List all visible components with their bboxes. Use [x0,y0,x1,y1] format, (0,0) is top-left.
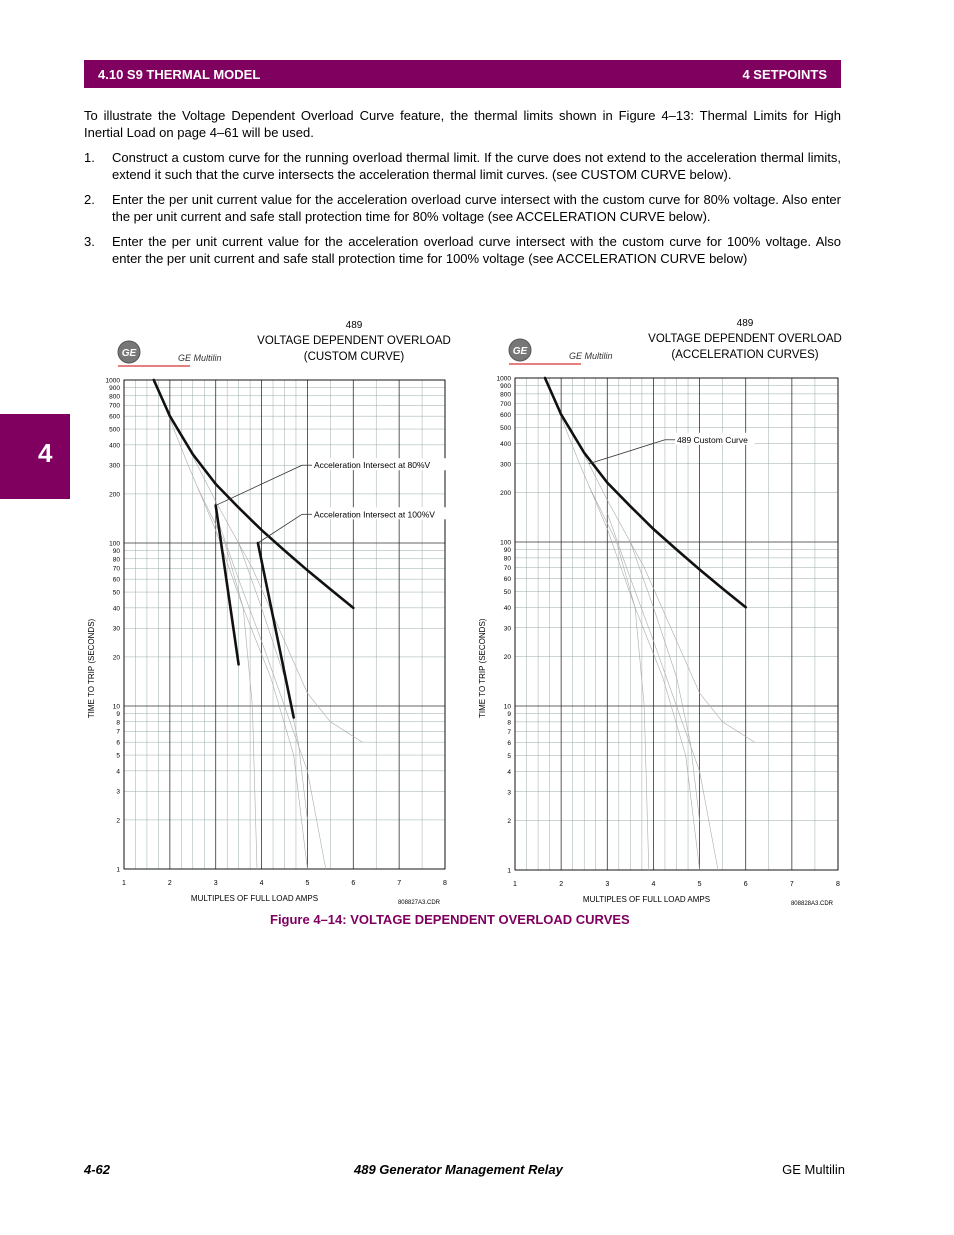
section-title: 4.10 S9 THERMAL MODEL [98,67,261,82]
y-tick-label: 40 [503,604,511,612]
y-tick-label: 900 [500,383,511,391]
y-tick-label: 6 [507,739,511,747]
x-axis-label: MULTIPLES OF FULL LOAD AMPS [190,894,319,903]
y-tick-label: 20 [112,654,120,662]
y-tick-label: 1000 [105,377,120,385]
y-tick-label: 1 [116,866,120,874]
y-tick-label: 80 [503,555,511,563]
figure-caption: Figure 4–14: VOLTAGE DEPENDENT OVERLOAD CURVES [270,912,630,927]
y-tick-label: 8 [116,719,120,727]
intro-paragraph: To illustrate the Voltage Dependent Overload Curve feature, the thermal limits shown in Figure 4–13: Thermal Limits for High Inertial Load on page 4–61 will be used. [84,108,841,140]
chart-subtitle: (ACCELERATION CURVES) [671,349,819,361]
chapter-title: 4 SETPOINTS [742,67,827,82]
x-tick-label: 8 [443,880,447,887]
list-number: 1. [84,150,95,165]
company-name: GE Multilin [782,1162,845,1177]
y-tick-label: 800 [500,391,511,399]
list-number: 3. [84,234,95,249]
list-text: Enter the per unit current value for the acceleration overload curve intersect with the custom curve for 80% voltage. Also enter the per unit current and safe stall protection time for 80% voltage (see ACCELERATION CURVE below). [112,192,841,224]
y-tick-label: 3 [507,789,511,797]
y-tick-label: 10 [112,703,120,711]
y-tick-label: 5 [507,752,511,760]
y-tick-label: 400 [500,440,511,448]
y-tick-label: 400 [109,442,120,450]
x-tick-label: 2 [167,880,172,887]
list-item [84,149,841,183]
y-tick-label: 70 [112,565,120,573]
thermal-limit-curve [607,513,718,870]
list-text: Construct a custom curve for the running overload thermal limit. If the curve does not extend to the acceleration thermal limits, extend it such that the curve intersects the acceleration thermal limit curves. (see CUSTOM CURVE below). [112,150,841,182]
y-tick-label: 6 [116,739,120,747]
x-tick-label: 6 [351,880,356,887]
x-tick-label: 6 [743,881,748,888]
x-tick-label: 8 [836,881,840,888]
y-tick-label: 2 [507,818,511,826]
chapter-tab [0,414,70,499]
chart-title: 489 [736,318,754,329]
y-tick-label: 200 [109,491,120,499]
y-tick-label: 60 [503,575,511,583]
x-tick-label: 7 [789,881,794,888]
chapter-number: 4 [38,438,53,468]
y-tick-label: 600 [500,411,511,419]
y-tick-label: 600 [109,413,120,421]
chart-subtitle: VOLTAGE DEPENDENT OVERLOAD [257,335,451,347]
chart-subtitle: VOLTAGE DEPENDENT OVERLOAD [648,333,842,345]
y-tick-label: 9 [507,711,511,719]
x-tick-label: 3 [213,880,218,887]
x-tick-label: 1 [122,880,126,887]
drawing-id: 808827A3.CDR [397,900,440,906]
figure-voltage-dependent-overload [80,315,860,915]
annotation-label: Acceleration Intersect at 80%V [314,460,431,471]
logo-text: GE Multilin [178,353,222,363]
x-tick-label: 4 [651,881,656,888]
thermal-limit-curve [570,427,755,742]
manual-title: 489 Generator Management Relay [354,1162,563,1177]
y-tick-label: 4 [116,768,120,776]
x-tick-label: 3 [605,881,610,888]
y-tick-label: 300 [109,462,120,470]
y-tick-label: 50 [503,588,511,596]
x-tick-label: 7 [397,880,402,887]
y-tick-label: 90 [112,547,120,555]
body-text [84,107,841,275]
acceleration-curve-line [258,543,294,718]
y-tick-label: 100 [109,540,120,548]
list-text: Enter the per unit current value for the acceleration overload curve intersect with the custom curve for 100% voltage. Also enter the per unit current and safe stall protection time for 100% voltage (see ACCELERATION CURVE below) [112,234,841,266]
ge-logo-mark: GE [121,348,137,359]
logo-text: GE Multilin [569,351,613,361]
annotation-label: Acceleration Intersect at 100%V [314,509,435,520]
annotation-leader [258,514,302,543]
thermal-limit-curve [552,394,700,870]
x-tick-label: 4 [259,880,264,887]
y-tick-label: 4 [507,768,511,776]
chart-title: 489 [345,320,363,331]
thermal-limit-curve [179,429,363,742]
ge-logo-mark: GE [512,346,528,357]
y-axis-label: TIME TO TRIP (SECONDS) [87,618,96,719]
y-tick-label: 500 [500,424,511,432]
y-tick-label: 1 [507,867,511,875]
y-axis-label: TIME TO TRIP (SECONDS) [478,618,487,718]
y-tick-label: 3 [116,788,120,796]
y-tick-label: 90 [503,547,511,555]
y-tick-label: 9 [116,710,120,718]
list-item [84,191,841,225]
y-tick-label: 900 [109,384,120,392]
y-tick-label: 700 [109,402,120,410]
chart-panel [478,318,842,907]
chart-subtitle: (CUSTOM CURVE) [303,351,405,363]
annotation-label: 489 Custom Curve [677,434,748,445]
x-tick-label: 5 [697,881,702,888]
y-tick-label: 70 [503,564,511,572]
x-tick-label: 2 [559,881,564,888]
y-tick-label: 1000 [496,375,511,383]
x-tick-label: 1 [513,881,517,888]
x-axis-label: MULTIPLES OF FULL LOAD AMPS [582,895,711,904]
drawing-id: 808828A3.CDR [790,901,833,907]
y-tick-label: 7 [507,728,511,736]
section-header-bar [84,60,841,88]
thermal-limit-curve [216,514,326,869]
y-tick-label: 500 [109,426,120,434]
y-tick-label: 60 [112,576,120,584]
y-tick-label: 8 [507,719,511,727]
y-tick-label: 50 [112,589,120,597]
y-tick-label: 100 [500,539,511,547]
x-tick-label: 5 [305,880,310,887]
list-number: 2. [84,192,95,207]
y-tick-label: 5 [116,752,120,760]
y-tick-label: 40 [112,605,120,613]
page-number: 4-62 [84,1162,111,1177]
y-tick-label: 2 [116,817,120,825]
y-tick-label: 80 [112,556,120,564]
chart-panel [87,320,461,906]
y-tick-label: 200 [500,490,511,498]
y-tick-label: 30 [503,625,511,633]
y-tick-label: 300 [500,461,511,469]
y-tick-label: 10 [503,703,511,711]
y-tick-label: 7 [116,728,120,736]
y-tick-label: 20 [503,654,511,662]
annotation-leader [216,465,302,505]
y-tick-label: 800 [109,393,120,401]
list-item [84,233,841,267]
y-tick-label: 700 [500,400,511,408]
y-tick-label: 30 [112,625,120,633]
